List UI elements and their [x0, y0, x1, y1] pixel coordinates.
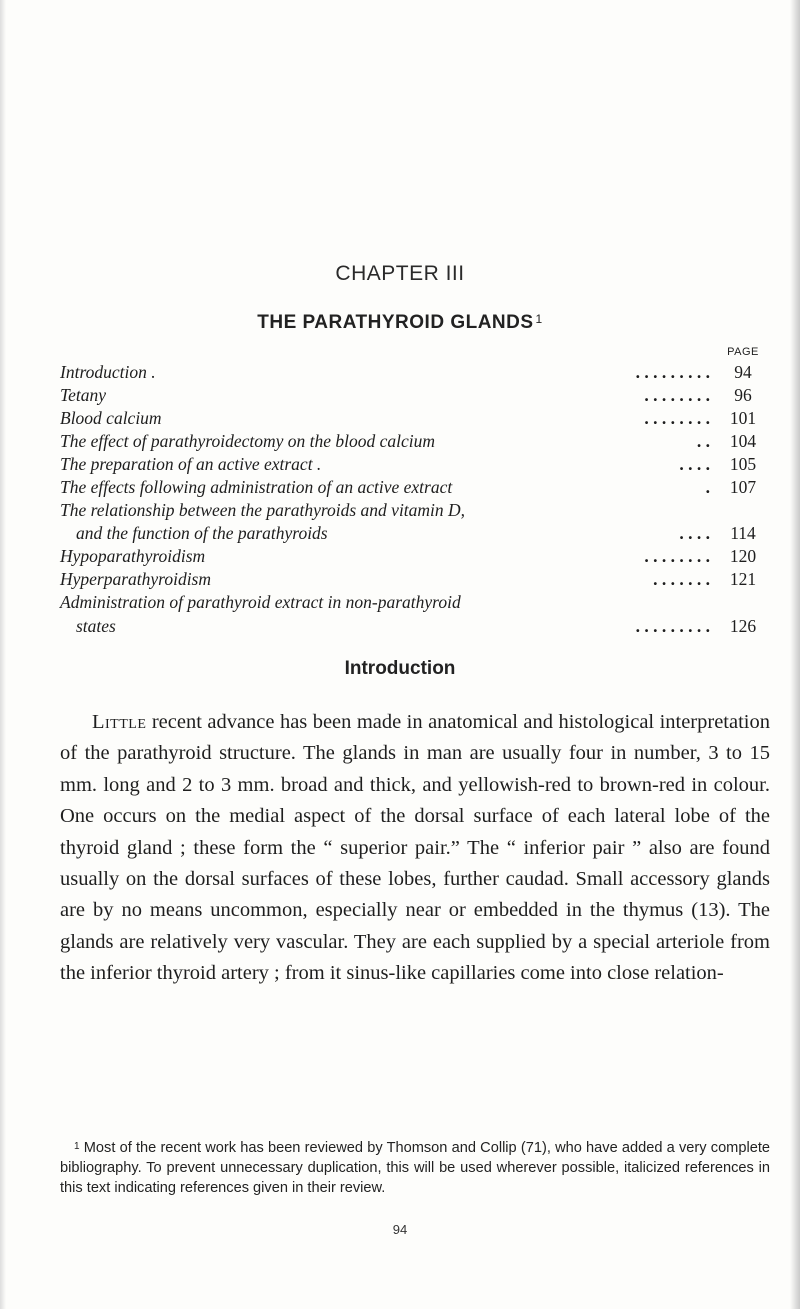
body-paragraph	[60, 707, 770, 990]
toc-leader-dots: . . . . . . .	[653, 569, 710, 589]
toc-entry-label: Administration of parathyroid extract in non-parathyroid	[60, 592, 461, 612]
toc-entry	[60, 500, 770, 523]
body-text	[60, 707, 770, 990]
chapter-title-text: THE PARATHYROID GLANDS	[257, 312, 534, 333]
toc-leader-dots: . .	[696, 431, 710, 451]
toc-entry-page: 101	[729, 408, 757, 428]
footnote-paragraph	[60, 1137, 770, 1198]
toc-entry-page: 114	[730, 523, 756, 543]
toc-leader-dots: . . . . . . . . .	[635, 362, 710, 382]
toc-entry-page: 126	[729, 616, 757, 636]
toc-entry-label: Blood calcium	[60, 408, 162, 428]
toc-entry-label: The relationship between the parathyroids and vitamin D,	[60, 500, 466, 520]
toc-entry-label: Tetany	[60, 385, 107, 405]
toc-entry-page: 121	[729, 569, 757, 589]
toc-entry-page: 107	[729, 477, 757, 497]
footnote-marker: 1	[74, 1141, 80, 1152]
footnote	[60, 1137, 770, 1198]
paragraph-text: recent advance has been made in anatomical and histological interpretation of the parathyroid structure. The glands in man are usually four in number, 3 to 15 mm. long and 2 to 3 mm. broad and thick, and yellowish-red to brown-red in colour. One occurs on the medial aspect of the dorsal surface of each lateral lobe of the thyroid gland ; these form the “ superior pair.” The “ inferior pair ” also are found usually on the dorsal surfaces of these lobes, further caudad. Small accessory glands are by no means uncommon, especially near or embedded in the thymus (13). The glands are relatively very vascular. They are each supplied by a special arteriole from the inferior thyroid artery ; from it sinus-like capillaries come into close relation-	[60, 711, 770, 985]
toc-entry	[60, 362, 770, 385]
page-right-edge	[790, 0, 800, 1309]
page-column-label: PAGE	[727, 346, 759, 358]
toc-entry-label: and the function of the parathyroids	[76, 523, 328, 543]
section-heading: Introduction	[344, 658, 456, 679]
chapter-heading: CHAPTER III	[335, 262, 465, 285]
toc-entry	[60, 477, 770, 500]
footnote-text: Most of the recent work has been reviewed by Thomson and Collip (71), who have added a very complete bibliography. To prevent unnecessary duplication, this will be used wherever possible, italicized references in this text indicating references given in their review.	[60, 1140, 770, 1196]
page-left-edge	[0, 0, 6, 1309]
lead-word: Little	[92, 711, 147, 733]
toc-entry-continuation	[60, 616, 770, 639]
chapter-title	[0, 312, 800, 334]
toc-entry-label: Hypoparathyroidism	[60, 546, 206, 566]
toc-entry-continuation	[60, 523, 770, 546]
toc-entry-label: Introduction .	[60, 362, 156, 382]
toc-entry	[60, 592, 770, 615]
page-number: 94	[392, 1222, 408, 1237]
toc-entry-page: 105	[729, 454, 757, 474]
toc-entry-label: The effects following administration of an active extract	[60, 477, 453, 497]
toc-leader-dots: . . . . . . . .	[644, 408, 710, 428]
toc-entry-page: 94	[734, 362, 752, 382]
toc-entry-page: 104	[729, 431, 757, 451]
title-footnote-marker: 1	[535, 312, 543, 326]
toc-entry	[60, 569, 770, 592]
toc-leader-dots: . . . . . . . .	[644, 385, 710, 405]
toc-leader-dots: . . . . . . . . .	[635, 616, 710, 636]
toc-entry-label: The effect of parathyroidectomy on the blood calcium	[60, 431, 436, 451]
toc-entry-page: 96	[734, 385, 752, 405]
toc-entry-label: states	[76, 616, 116, 636]
toc-leader-dots: . . . . . . . .	[644, 546, 710, 566]
toc-leader-dots: . . . .	[679, 523, 710, 543]
toc-entry-label: The preparation of an active extract .	[60, 454, 322, 474]
toc-leader-dots: . . . .	[679, 454, 710, 474]
toc-leader-dots: .	[705, 477, 710, 497]
toc-entry-label: Hyperparathyroidism	[60, 569, 212, 589]
toc-entry	[60, 454, 770, 477]
toc-entry	[60, 385, 770, 408]
toc-entry	[60, 431, 770, 454]
toc-entry-page: 120	[729, 546, 757, 566]
toc-entry	[60, 546, 770, 569]
toc-entry	[60, 408, 770, 431]
